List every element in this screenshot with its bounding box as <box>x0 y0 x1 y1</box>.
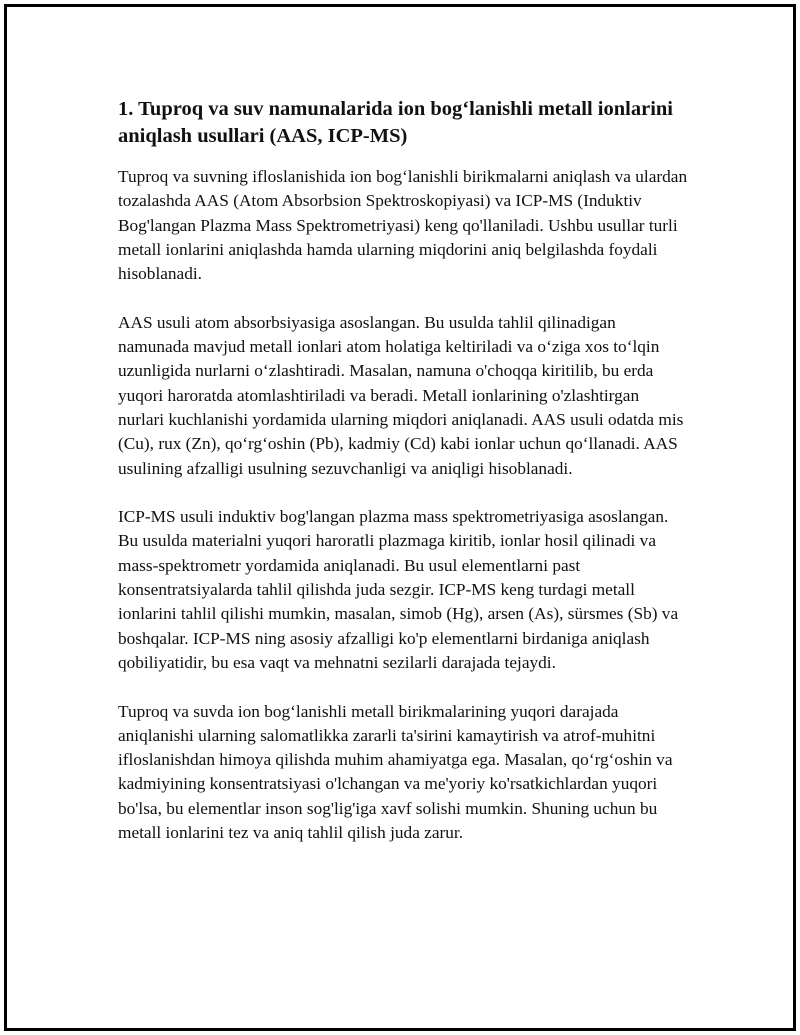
section-heading: 1. Tuproq va suv namunalarida ion bog‘lanishli metall ionlarini aniqlash usullari (AAS, ICP-MS) <box>118 98 673 147</box>
paragraph-conclusion: Tuproq va suvda ion bog‘lanishli metall birikmalarining yuqori darajada aniqlanishi ularning salomatlikka zararli ta'sirini kamaytirish va atrof-muhitni ifloslanishdan himoya qilishda muhim ahamiyatga ega. Masalan, qo‘rg‘oshin va kadmiyining konsentratsiyasi o'lchangan va me'yoriy ko'rsatkichlardan yuqori bo'lsa, bu elementlar inson sog'lig'iga xavf solishi mumkin. Shuning uchun bu metall ionlarini tez va aniq tahlil qilish juda zarur. <box>118 701 673 843</box>
document-body <box>118 96 688 870</box>
paragraph-icp-ms: ICP-MS usuli induktiv bog'langan plazma mass spektrometriyasiga asoslangan. Bu usulda materialni yuqori haroratli plazmaga kiritib, ionlar hosil qilinadi va mass-spektrometr yordamida aniqlanadi. Bu usul elementlarni past konsentratsiyalarda tahlil qilishda juda sezgir. ICP-MS keng turdagi metall ionlarini tahlil qilishi mumkin, masalan, simob (Hg), arsen (As), sürsmes (Sb) va boshqalar. ICP-MS ning asosiy afzalligi ko'p elementlarni birdaniga aniqlash qobiliyatidir, bu esa vaqt va mehnatni sezilarli darajada tejaydi. <box>118 507 679 672</box>
paragraph-intro: Tuproq va suvning ifloslanishida ion bog‘lanishli birikmalarni aniqlash va ulardan tozalashda AAS (Atom Absorbsion Spektroskopiyasi) va ICP-MS (Induktiv Bog'langan Plazma Mass Spektrometriyasi) keng qo'llaniladi. Ushbu usullar turli metall ionlarini aniqlashda hamda ularning miqdorini aniq belgilashda foydali hisoblanadi. <box>118 167 688 284</box>
paragraph-aas: AAS usuli atom absorbsiyasiga asoslangan. Bu usulda tahlil qilinadigan namunada mavjud metall ionlari atom holatiga keltiriladi va o‘ziga xos to‘lqin uzunligida nurlarni o‘zlashtiradi. Masalan, namuna o'choqqa kiritilib, bu erda yuqori haroratda atomlashtiriladi va beradi. Metall ionlarining o'zlashtirgan nurlari kuchlanishi yordamida ularning miqdori aniqlanadi. AAS usuli odatda mis (Cu), rux (Zn), qo‘rg‘oshin (Pb), kadmiy (Cd) kabi ionlar uchun qo‘llanadi. AAS usulining afzalligi usulning sezuvchanligi va aniqligi hisoblanadi. <box>118 312 684 478</box>
